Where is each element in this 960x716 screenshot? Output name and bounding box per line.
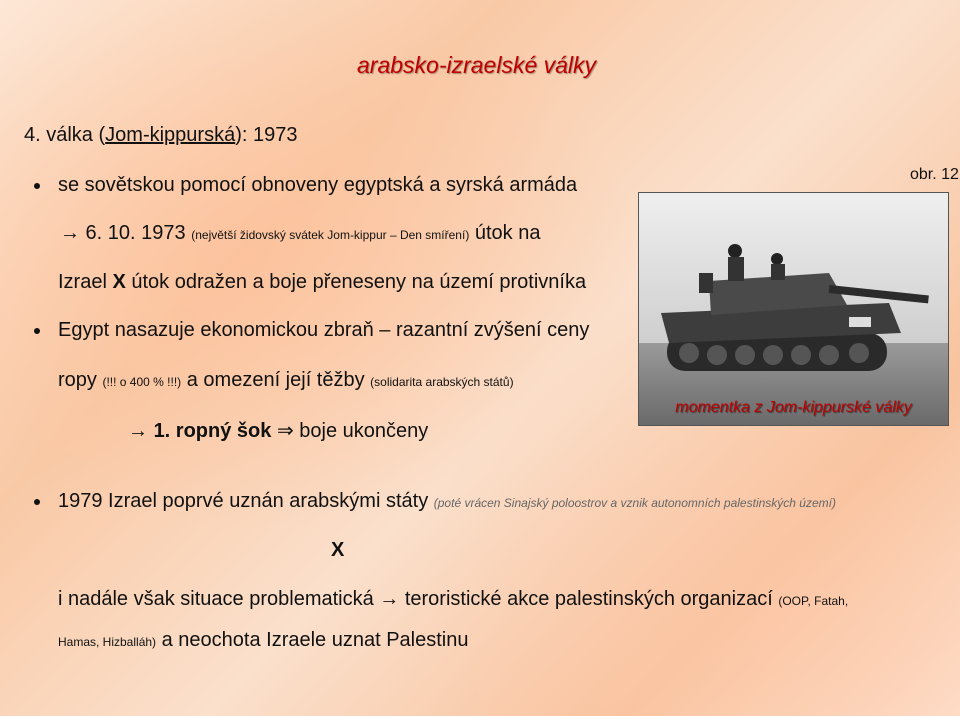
text-line-5 [58,369,514,392]
line8-note: (OOP, Fatah, [778,594,849,608]
line2-arrow-date: → 6. 10. 1973 [60,222,186,244]
line6-a: 1. ropný šok [153,420,272,442]
line5-note2: (solidarita arabských států) [370,375,514,389]
tank-photo-drawing [639,193,948,425]
line6-b: boje ukončeny [299,420,429,442]
text-line-2 [60,222,540,245]
line9-note: Hamas, Hizballáh) [58,635,157,649]
photo-caption: momentka z Jom-kippurské války [675,399,912,416]
text-line-3 [58,271,586,294]
line3-x: X [112,271,126,293]
line8-a: i nadále však situace problematická → teroristické akce palestinských organizací [58,588,773,610]
figure-number: obr. 12 [910,166,959,183]
contrast-x: X [331,539,345,561]
line5-a: ropy [58,369,97,391]
line6-arrow: → [128,420,148,442]
text-line-9 [58,629,468,652]
bullet [34,499,40,505]
line9-b: a neochota Izraele uznat Palestinu [161,629,469,651]
line7-note: (poté vrácen Sinajský poloostrov a vznik autonomních palestinských území) [433,496,836,510]
heading-part1: 4. válka ( [24,124,106,146]
text-line-1 [58,174,577,197]
line6-implies: ⇒ [276,420,294,442]
line5-note1: (!!! o 400 % !!!) [102,375,182,389]
bullet [34,183,40,189]
line1-text: se sovětskou pomocí obnoveny egyptská a syrská armáda [58,174,578,196]
line4-text: Egypt nasazuje ekonomickou zbraň – razantní zvýšení ceny [58,319,590,341]
text-line-7 [58,490,836,513]
heading-part2: ): 1973 [235,124,298,146]
line2-end: útok na [474,222,541,244]
text-line-8 [58,588,848,611]
heading-underlined: Jom-kippurská [105,124,236,146]
line3-a: Izrael [58,271,107,293]
line5-b: a omezení její těžby [186,369,365,391]
line2-note: (největší židovský svátek Jom-kippur – Den smíření) [191,228,470,242]
line7-a: 1979 Izrael poprvé uznán arabskými státy [58,490,429,512]
tank-photo [638,192,949,426]
text-line-6 [128,418,428,443]
slide-title: arabsko-izraelské války [357,52,597,78]
line3-b: útok odražen a boje přeneseny na území protivníka [131,271,587,293]
section-heading [24,124,297,147]
text-line-4 [58,319,589,342]
bullet [34,328,40,334]
